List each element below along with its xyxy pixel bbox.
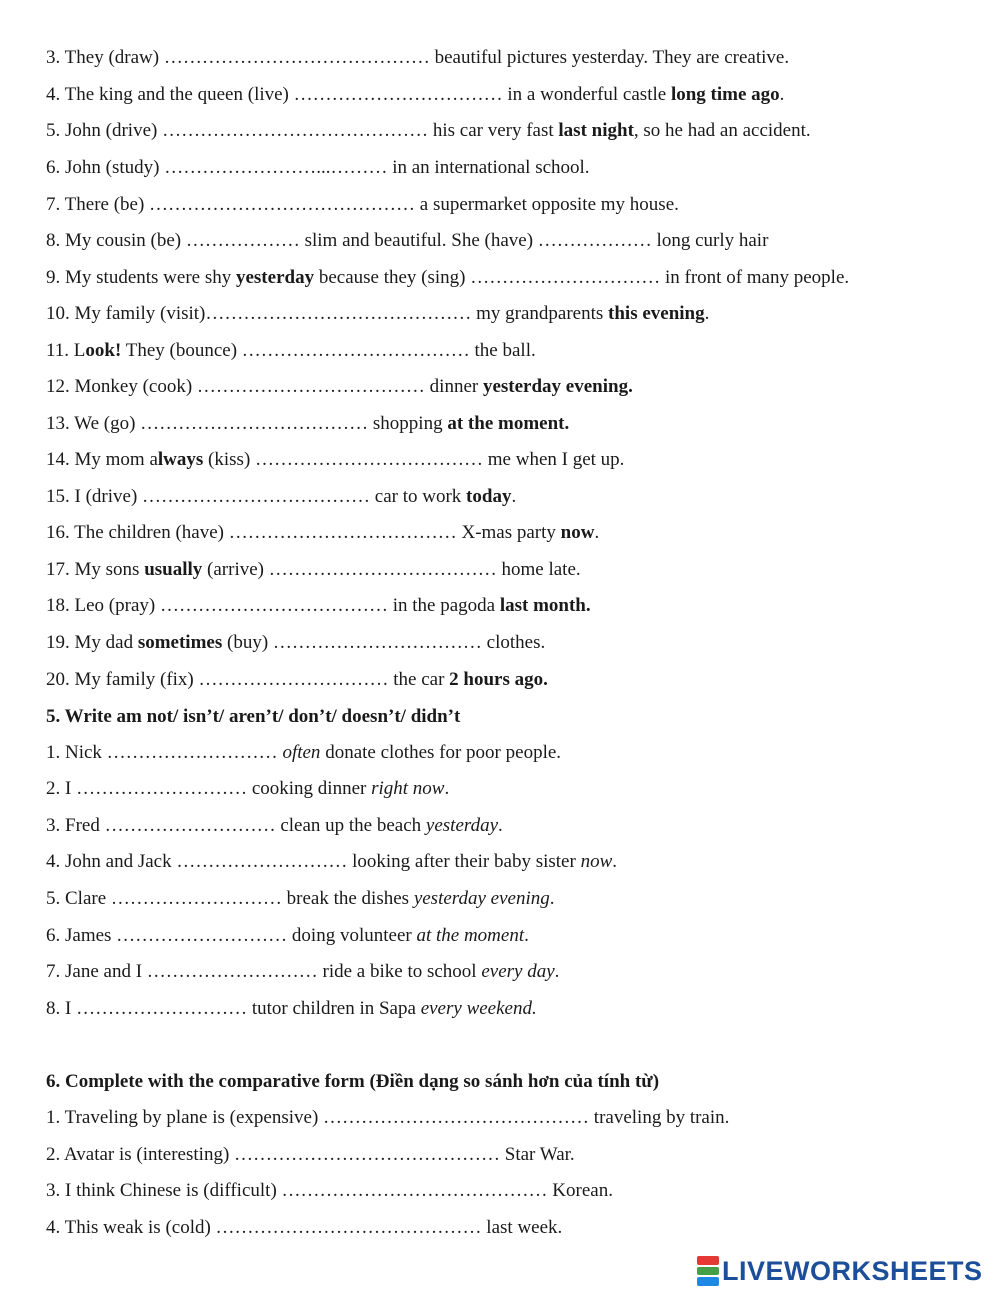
italic-time-expression: at the moment bbox=[416, 925, 525, 946]
exercise5-item-8 bbox=[46, 997, 537, 1021]
exercise6-item-1 bbox=[46, 1106, 729, 1130]
exercise4-item-17 bbox=[46, 558, 581, 582]
text-run: donate clothes for poor people. bbox=[320, 742, 562, 763]
text-run: 19. My dad bbox=[46, 632, 138, 653]
italic-time-expression: now bbox=[580, 851, 613, 872]
text-run: 8. I ……………………… tutor children in Sapa bbox=[46, 998, 421, 1019]
bold-keyword: lways bbox=[157, 449, 204, 470]
text-run: . bbox=[594, 522, 600, 543]
exercise6-item-3 bbox=[46, 1179, 613, 1203]
text-run: 7. Jane and I ……………………… ride a bike to school bbox=[46, 961, 482, 982]
text-run: . bbox=[549, 888, 555, 909]
exercise4-item-18 bbox=[46, 594, 591, 618]
bold-keyword: yesterday bbox=[235, 267, 315, 288]
italic-time-expression: often bbox=[282, 742, 321, 763]
text-run: 4. The king and the queen (live) …………………………… in a wonderful castle bbox=[46, 84, 671, 105]
exercise6-item-2 bbox=[46, 1143, 575, 1167]
exercise4-item-11 bbox=[46, 339, 536, 363]
exercise5-item-4 bbox=[46, 850, 617, 874]
text-run: . bbox=[498, 815, 503, 836]
text-run: 7. There (be) …………………………………… a supermarket opposite my house. bbox=[46, 194, 679, 215]
bold-keyword: 2 hours ago. bbox=[449, 669, 548, 690]
exercise4-item-13 bbox=[46, 412, 569, 436]
bold-keyword: yesterday evening. bbox=[482, 376, 633, 397]
liveworksheets-logo-icon bbox=[697, 1256, 719, 1286]
exercise4-item-16 bbox=[46, 521, 599, 545]
exercise6-heading: 6. Complete with the comparative form (Điền dạng so sánh hơn của tính từ) bbox=[46, 1071, 660, 1092]
text-run: 16. The children (have) ……………………………… X-mas party bbox=[46, 522, 561, 543]
exercise5-item-7 bbox=[46, 960, 559, 984]
bold-keyword: usually bbox=[144, 559, 203, 580]
bold-keyword: ook! bbox=[85, 340, 122, 361]
exercise4-item-3 bbox=[46, 46, 789, 70]
text-run: 6. John (study) ……………………...……… in an international school. bbox=[46, 157, 590, 178]
exercise4-item-19 bbox=[46, 631, 545, 655]
text-run: . bbox=[779, 84, 785, 105]
text-run: 18. Leo (pray) ……………………………… in the pagoda bbox=[46, 595, 500, 616]
bold-keyword: this evening bbox=[608, 303, 705, 324]
text-run: 14. My mom a bbox=[46, 449, 158, 470]
exercise4-item-4 bbox=[46, 83, 784, 107]
text-run: 9. My students were shy bbox=[46, 267, 236, 288]
text-run: 5. John (drive) …………………………………… his car very fast bbox=[46, 120, 559, 141]
text-run: . bbox=[524, 925, 529, 946]
italic-time-expression: yesterday bbox=[425, 815, 499, 836]
italic-time-expression: every weekend. bbox=[420, 998, 537, 1019]
text-run: . bbox=[704, 303, 710, 324]
text-run: 1. Traveling by plane is (expensive) …………………………………… traveling by train. bbox=[46, 1107, 730, 1128]
text-run: 2. Avatar is (interesting) …………………………………… Star War. bbox=[46, 1144, 575, 1165]
text-run: (kiss) ……………………………… me when I get up. bbox=[203, 449, 625, 470]
text-run: (buy) …………………………… clothes. bbox=[222, 632, 546, 653]
text-run: 3. They (draw) …………………………………… beautiful pictures yesterday. They are creative. bbox=[46, 47, 790, 68]
italic-time-expression: right now bbox=[371, 778, 445, 799]
text-run: 4. John and Jack ……………………… looking after their baby sister bbox=[46, 851, 581, 872]
text-run: . bbox=[511, 486, 517, 507]
bold-keyword: today bbox=[466, 486, 512, 507]
liveworksheets-logo bbox=[697, 1254, 983, 1288]
bold-keyword: last month. bbox=[499, 595, 591, 616]
italic-time-expression: every day bbox=[481, 961, 555, 982]
exercise5-item-1 bbox=[46, 741, 561, 765]
text-run: 13. We (go) ……………………………… shopping bbox=[46, 413, 448, 434]
exercise4-item-10 bbox=[46, 302, 709, 326]
exercise6-item-4 bbox=[46, 1216, 562, 1240]
text-run: 20. My family (fix) ………………………… the car bbox=[46, 669, 450, 690]
logo-block-green bbox=[697, 1267, 719, 1276]
text-run: 3. Fred ……………………… clean up the beach bbox=[46, 815, 426, 836]
text-run: (arrive) ……………………………… home late. bbox=[202, 559, 581, 580]
bold-keyword: sometimes bbox=[137, 632, 223, 653]
exercise4-item-8 bbox=[46, 229, 768, 253]
text-run: 8. My cousin (be) ……………… slim and beautiful. She (have) ……………… long curly hair bbox=[46, 230, 769, 251]
liveworksheets-logo-text: LIVEWORKSHEETS bbox=[722, 1255, 983, 1286]
text-run: 1. Nick ……………………… bbox=[46, 742, 283, 763]
exercise4-item-20 bbox=[46, 668, 548, 692]
logo-block-red bbox=[697, 1256, 719, 1265]
exercise4-item-15 bbox=[46, 485, 516, 509]
text-run: 17. My sons bbox=[46, 559, 145, 580]
text-run: They (bounce) ……………………………… the ball. bbox=[121, 340, 536, 361]
text-run: . bbox=[554, 961, 560, 982]
bold-keyword: at the moment. bbox=[447, 413, 570, 434]
exercise5-item-6 bbox=[46, 924, 529, 948]
exercise5-heading: 5. Write am not/ isn’t/ aren’t/ don’t/ doesn’t/ didn’t bbox=[46, 706, 461, 727]
exercise5-item-5 bbox=[46, 887, 555, 911]
bold-keyword: last night bbox=[558, 120, 634, 141]
exercise5-item-2 bbox=[46, 777, 449, 801]
exercise4-item-9 bbox=[46, 266, 849, 290]
exercise4-item-5 bbox=[46, 119, 811, 143]
exercise5-item-3 bbox=[46, 814, 503, 838]
italic-time-expression: yesterday evening bbox=[413, 888, 550, 909]
exercise4-item-7 bbox=[46, 193, 679, 217]
exercise4-item-6 bbox=[46, 156, 590, 180]
text-run: 15. I (drive) ……………………………… car to work bbox=[46, 486, 467, 507]
text-run: 3. I think Chinese is (difficult) …………………………………… Korean. bbox=[46, 1180, 613, 1201]
text-run: 2. I ……………………… cooking dinner bbox=[46, 778, 372, 799]
text-run: 4. This weak is (cold) …………………………………… last week. bbox=[46, 1217, 563, 1238]
bold-keyword: now bbox=[560, 522, 595, 543]
text-run: . bbox=[612, 851, 617, 872]
exercise4-item-14 bbox=[46, 448, 624, 472]
bold-keyword: long time ago bbox=[670, 84, 780, 105]
exercise4-item-12 bbox=[46, 375, 633, 399]
logo-block-blue bbox=[697, 1277, 719, 1286]
text-run: 6. James ……………………… doing volunteer bbox=[46, 925, 417, 946]
text-run: 10. My family (visit)…………………………………… my grandparents bbox=[46, 303, 609, 324]
text-run: because they (sing) ………………………… in front of many people. bbox=[314, 267, 850, 288]
text-run: , so he had an accident. bbox=[633, 120, 811, 141]
text-run: 5. Clare ……………………… break the dishes bbox=[46, 888, 414, 909]
text-run: . bbox=[444, 778, 450, 799]
text-run: 12. Monkey (cook) ……………………………… dinner bbox=[46, 376, 483, 397]
text-run: 11. L bbox=[46, 340, 86, 361]
